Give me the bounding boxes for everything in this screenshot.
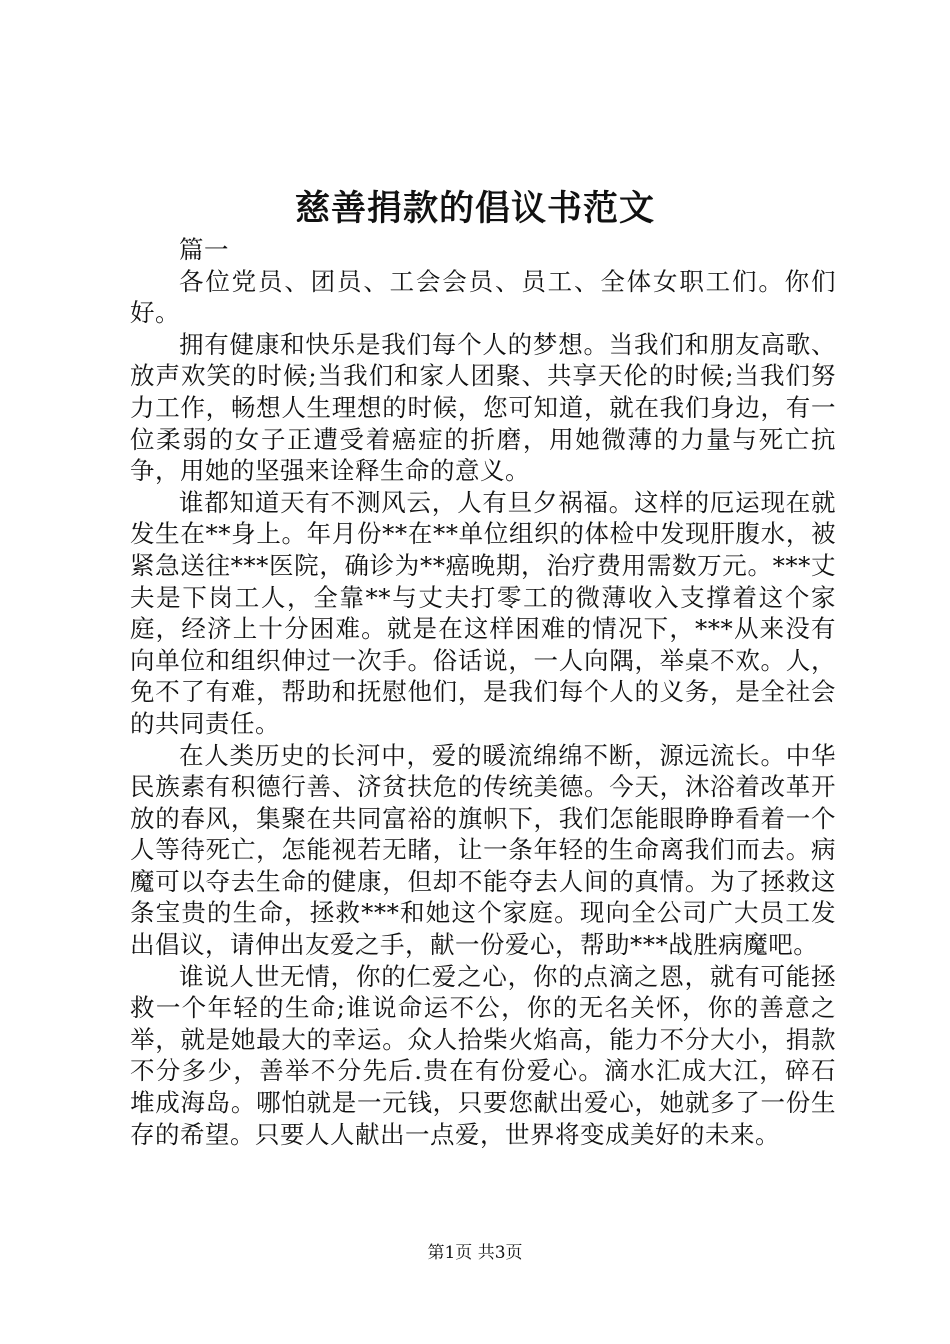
document-title: 慈善捐款的倡议书范文	[294, 188, 655, 229]
document-body	[130, 234, 836, 1150]
paragraph-1: 拥有健康和快乐是我们每个人的梦想。当我们和朋友高歌、放声欢笑的时候;当我们和家人团聚、共享天伦的时候;当我们努力工作，畅想人生理想的时候，您可知道，就在我们身边，有一位柔弱的女子正遭受着癌症的折磨，用她微薄的力量与死亡抗争，用她的坚强来诠释生命的意义。	[130, 329, 836, 486]
section-label: 篇一	[179, 235, 229, 264]
paragraph-greeting: 各位党员、团员、工会会员、员工、全体女职工们。你们好。	[130, 266, 836, 328]
paragraph-3: 在人类历史的长河中，爱的暖流绵绵不断，源远流长。中华民族素有积德行善、济贫扶危的传统美德。今天，沐浴着改革开放的春风，集聚在共同富裕的旗帜下，我们怎能眼睁睁看着一个人等待死亡，怎能视若无睹，让一条年轻的生命离我们而去。病魔可以夺去生命的健康，但却不能夺去人间的真情。为了拯救这条宝贵的生命，拯救***和她这个家庭。现向全公司广大员工发出倡议，请伸出友爱之手，献一份爱心，帮助***战胜病魔吧。	[130, 740, 836, 960]
paragraph-2: 谁都知道天有不测风云，人有旦夕祸福。这样的厄运现在就发生在**身上。年月份**在**单位组织的体检中发现肝腹水，被紧急送往***医院，确诊为**癌晚期，治疗费用需数万元。***丈夫是下岗工人，全靠**与丈夫打零工的微薄收入支撑着这个家庭，经济上十分困难。就是在这样困难的情况下，***从来没有向单位和组织伸过一次手。俗话说，一人向隅，举桌不欢。人，免不了有难，帮助和抚慰他们，是我们每个人的义务，是全社会的共同责任。	[130, 487, 836, 738]
paragraph-4: 谁说人世无情，你的仁爱之心，你的点滴之恩，就有可能拯救一个年轻的生命;谁说命运不公，你的无名关怀，你的善意之举，就是她最大的幸运。众人拾柴火焰高，能力不分大小，捐款不分多少，善举不分先后.贵在有份爱心。滴水汇成大江，碎石堆成海岛。哪怕就是一元钱，只要您献出爱心，她就多了一份生存的希望。只要人人献出一点爱，世界将变成美好的未来。	[130, 961, 836, 1149]
page-footer: 第1页 共3页	[427, 1243, 523, 1263]
